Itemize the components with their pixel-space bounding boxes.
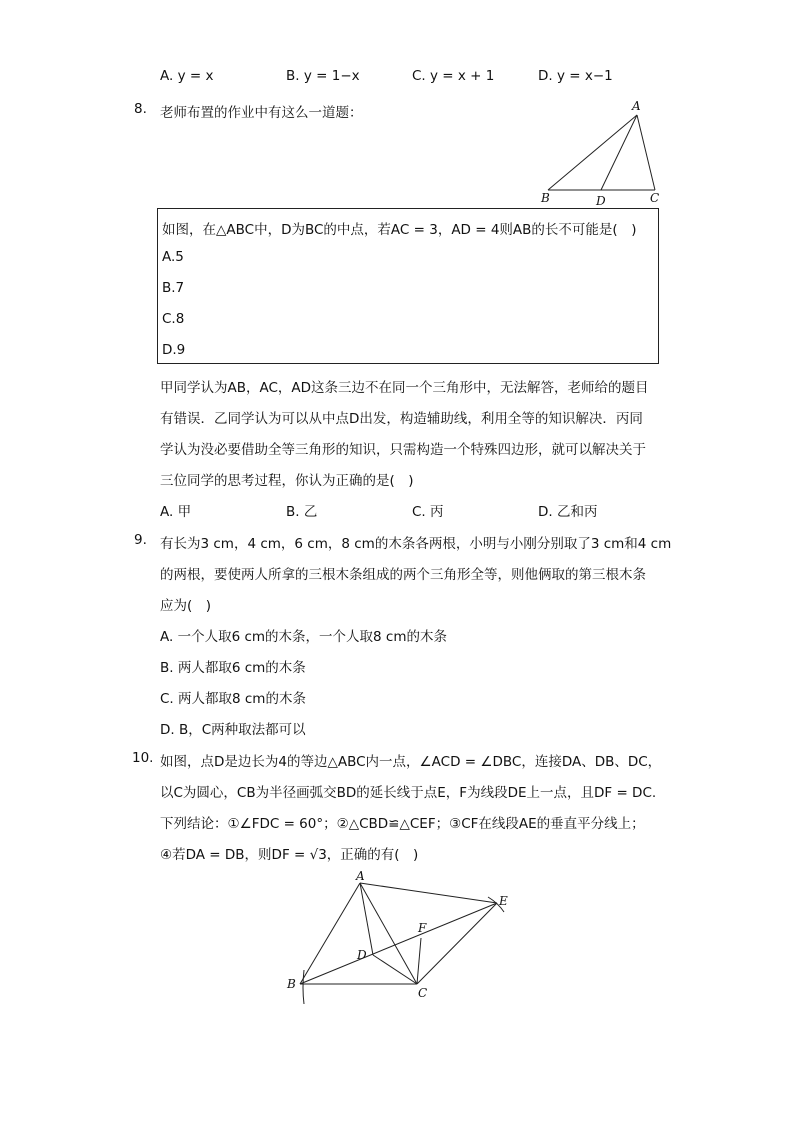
q10-line-3: 下列结论：①∠FDC = 60°；②△CBD≌△CEF；③CF在线段AE的垂直平分线上； — [160, 816, 645, 832]
q8-segment-ad — [601, 115, 637, 190]
q10-segment-dc — [373, 955, 417, 984]
q9-line-1: 有长为3 cm，4 cm，6 cm，8 cm的木条各两根，小明与小刚分别取了3 cm和4 cm — [160, 536, 672, 552]
q7-option-a: A. y = x — [160, 68, 214, 84]
q10-side-ac — [360, 883, 417, 984]
q8-problem-box — [157, 208, 659, 364]
q10-label-c: C — [418, 986, 428, 1000]
q10-arc-at-b — [303, 970, 304, 1004]
q10-number: 10. — [132, 750, 154, 766]
q7-option-c: C. y = x + 1 — [412, 68, 495, 84]
q8-stem: 老师布置的作业中有这么一道题： — [160, 105, 363, 121]
q7-option-b: B. y = 1−x — [286, 68, 360, 84]
q8-box-option-d: D.9 — [162, 342, 186, 358]
q8-body-line-4: 三位同学的思考过程，你认为正确的是( ) — [160, 473, 414, 489]
q10-label-b: B — [287, 977, 296, 991]
q10-segment-ce — [417, 903, 497, 984]
q8-option-d: D. 乙和丙 — [538, 504, 598, 520]
q8-triangle-figure — [530, 96, 670, 208]
q8-option-b: B. 乙 — [286, 504, 318, 520]
q8-box-stem: 如图，在△ABC中，D为BC的中点，若AC = 3，AD = 4则AB的长不可能是( ) — [162, 222, 637, 238]
q10-line-2: 以C为圆心，CB为半径画弧交BD的延长线于点E，F为线段DE上一点，且DF = DC. — [160, 785, 657, 801]
q9-option-c: C. 两人都取8 cm的木条 — [160, 691, 306, 707]
q9-option-a: A. 一个人取6 cm的木条，一个人取8 cm的木条 — [160, 629, 447, 645]
q9-option-b: B. 两人都取6 cm的木条 — [160, 660, 306, 676]
q10-line-1: 如图，点D是边长为4的等边△ABC内一点，∠ACD = ∠DBC，连接DA、DB、DC， — [160, 754, 662, 770]
q10-label-f: F — [418, 921, 427, 935]
q10-segment-cf — [417, 938, 421, 984]
q8-side-ac — [637, 115, 655, 190]
q10-segment-ae — [360, 883, 497, 903]
q8-number: 8. — [134, 101, 147, 117]
q10-label-e: E — [499, 894, 508, 908]
q10-line-4: ④若DA = DB，则DF = √3，正确的有( ) — [160, 847, 419, 863]
q9-option-d: D. B，C两种取法都可以 — [160, 722, 306, 738]
q10-label-d: D — [357, 948, 367, 962]
q8-body-line-2: 有错误．乙同学认为可以从中点D出发，构造辅助线，利用全等的知识解决．丙同 — [160, 411, 643, 427]
q8-body-line-1: 甲同学认为AB，AC，AD这条三边不在同一个三角形中，无法解答，老师给的题目 — [160, 380, 649, 396]
q7-option-d: D. y = x−1 — [538, 68, 613, 84]
q8-label-c: C — [650, 191, 660, 205]
q8-label-b: B — [541, 191, 550, 205]
q8-body-line-3: 学认为没必要借助全等三角形的知识，只需构造一个特殊四边形，就可以解决关于 — [160, 442, 646, 458]
q10-side-ab — [300, 883, 360, 984]
q8-box-option-c: C.8 — [162, 311, 185, 327]
q9-line-2: 的两根，要使两人所拿的三根木条组成的两个三角形全等，则他俩取的第三根木条 — [160, 567, 646, 583]
q8-label-a: A — [632, 99, 641, 113]
q8-label-d: D — [596, 194, 606, 208]
q8-option-c: C. 丙 — [412, 504, 444, 520]
q8-box-option-b: B.7 — [162, 280, 185, 296]
q8-side-ab — [548, 115, 637, 190]
q9-number: 9. — [134, 532, 147, 548]
q8-option-a: A. 甲 — [160, 504, 192, 520]
q8-box-option-a: A.5 — [162, 249, 184, 265]
q10-label-a: A — [356, 869, 365, 883]
q9-line-3: 应为( ) — [160, 598, 212, 614]
q10-geometry-figure — [280, 866, 520, 1006]
